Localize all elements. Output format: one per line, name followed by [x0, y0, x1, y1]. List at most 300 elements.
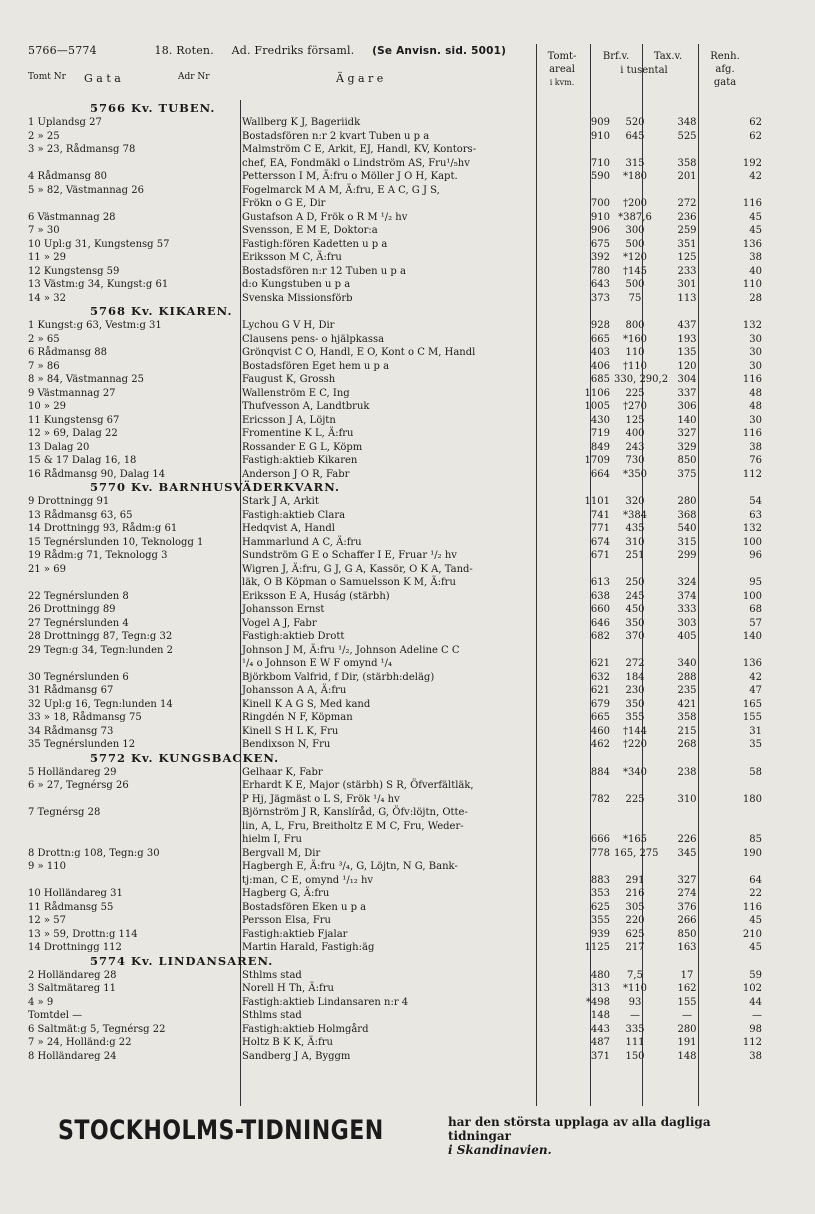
brfv-cell: 272: [625, 658, 645, 669]
brfv-cell: 435: [625, 523, 645, 534]
brfv-cell: 300: [625, 225, 645, 236]
taxv-cell: 348: [677, 117, 697, 128]
block-heading: [28, 102, 748, 116]
owner-cell: Fastigh:aktieb Drott: [242, 631, 345, 642]
taxv-cell: 201: [677, 171, 697, 182]
renh-cell: 110: [742, 279, 762, 290]
owner-cell: chef, EA, Fondmäkl o Lindström AS, Fru¹/₅hv: [242, 157, 470, 169]
table-row: [28, 941, 762, 955]
table-row: [28, 684, 762, 698]
taxv-cell: 375: [677, 468, 697, 480]
area-cell: 883: [590, 874, 610, 886]
brfv-cell: *350: [622, 468, 648, 480]
taxv-cell: 17: [680, 969, 694, 981]
brfv-cell: *160: [622, 333, 648, 345]
brfv-cell: 730: [625, 455, 645, 466]
renh-cell: 47: [749, 685, 762, 696]
owner-cell: Lychou G V H, Dir: [242, 320, 335, 331]
renh-cell: 210: [742, 928, 762, 940]
area-cell: 1106: [584, 387, 610, 399]
area-cell: 638: [590, 590, 610, 602]
table-row: [28, 563, 748, 577]
address-cell: 12 Kungstensg 59: [28, 265, 120, 277]
owner-cell: Gelhaar K, Fabr: [242, 766, 323, 778]
renh-cell: 116: [742, 198, 762, 209]
address-cell: 5 Holländareg 29: [28, 766, 117, 778]
address-cell: 13 Rådmansg 63, 65: [28, 509, 133, 521]
taxv-cell: 148: [677, 1050, 697, 1062]
area-cell: 313: [590, 983, 610, 994]
renh-cell: 155: [742, 712, 762, 723]
owner-cell: P Hj, Jägmäst o L S, Frök ¹/₄ hv: [242, 793, 400, 805]
renh-cell: 45: [749, 225, 762, 236]
taxv-cell: 329: [677, 441, 697, 453]
area-cell: 353: [590, 888, 610, 899]
block-heading: [28, 481, 748, 495]
renh-cell: 38: [749, 1050, 762, 1062]
taxv-cell: 280: [677, 1023, 697, 1035]
table-row: [28, 197, 762, 211]
block-heading: [28, 955, 748, 969]
owner-cell: Bergvall M, Dir: [242, 847, 321, 859]
owner-cell: Johansson A A, Ä:fru: [242, 685, 347, 696]
owner-cell: Martin Harald, Fastigh:äg: [242, 942, 375, 953]
brfv-cell: †270: [622, 401, 648, 412]
brfv-cell: 310: [625, 536, 645, 548]
table-row: [28, 1050, 762, 1064]
owner-cell: Clausens pens- o hjälpkassa: [242, 333, 385, 345]
table-row: [28, 738, 762, 752]
area-cell: 373: [590, 292, 610, 304]
owner-cell: Grönqvist C O, Handl, E O, Kont o C M, Handl: [242, 347, 476, 358]
taxv-cell: 437: [677, 320, 697, 331]
area-cell: 674: [590, 536, 610, 548]
taxv-cell: 540: [677, 523, 697, 534]
table-row: [28, 265, 762, 279]
renh-cell: 85: [749, 834, 762, 845]
table-row: [28, 1023, 762, 1037]
taxv-cell: 345: [677, 847, 697, 859]
address-cell: 2 » 65: [28, 333, 60, 345]
area-cell: 671: [590, 550, 610, 561]
owner-cell: Pettersson I M, Ä:fru o Möller J O H, Kapt.: [242, 171, 458, 182]
renh-cell: 28: [749, 292, 762, 304]
taxv-cell: 236: [677, 211, 697, 223]
taxv-cell: 233: [677, 265, 697, 277]
area-cell: 1125: [584, 942, 610, 953]
area-cell: 710: [590, 157, 610, 169]
reference-note: (Se Anvisn. sid. 5001): [372, 45, 507, 57]
address-cell: 13 » 59, Drottn:g 114: [28, 928, 138, 940]
address-cell: 19 Rådm:g 71, Teknologg 3: [28, 550, 168, 561]
address-cell: 10 Holländareg 31: [28, 888, 123, 899]
area-cell: 741: [590, 509, 610, 521]
brfv-cell: *387,6: [618, 211, 652, 223]
table-row: [28, 319, 762, 333]
address-cell: 7 » 86: [28, 360, 60, 372]
brfv-cell: 251: [625, 550, 645, 561]
address-cell: 1 Kungst:g 63, Vestm:g 31: [28, 320, 162, 331]
table-row: [28, 860, 748, 874]
owner-cell: Fastigh:aktieb Fjalar: [242, 928, 348, 940]
address-cell: Tomtdel —: [28, 1010, 83, 1021]
address-cell: 11 Kungstensg 67: [28, 414, 120, 426]
area-cell: 392: [590, 252, 610, 263]
renh-cell: 136: [742, 658, 762, 669]
brfv-cell: 330, 290,2: [614, 374, 669, 385]
table-row: [28, 427, 762, 441]
renh-cell: 48: [749, 401, 762, 412]
brfv-cell: 125: [625, 414, 645, 426]
area-cell: 355: [590, 915, 610, 926]
table-row: [28, 441, 762, 455]
owner-cell: Norell H Th, Ä:fru: [242, 983, 334, 994]
address-cell: 12 » 69, Dalag 22: [28, 428, 118, 439]
owner-cell: Anderson J O R, Fabr: [242, 468, 350, 480]
brfv-cell: 110: [625, 347, 645, 358]
brfv-cell: 500: [625, 238, 645, 250]
col-tusental: i tusental: [620, 65, 668, 76]
address-cell: 2 Holländareg 28: [28, 969, 117, 981]
brfv-cell: †110: [622, 360, 648, 372]
table-row: [28, 1009, 762, 1023]
renh-cell: 62: [749, 117, 762, 128]
renh-cell: 42: [749, 671, 762, 683]
owner-cell: Fromentine K L, Ä:fru: [242, 428, 354, 439]
taxv-cell: 340: [677, 658, 697, 669]
brfv-cell: †220: [622, 739, 648, 750]
table-row: [28, 887, 762, 901]
renh-cell: 38: [749, 441, 762, 453]
table-row: [28, 238, 762, 252]
area-cell: 487: [590, 1037, 610, 1048]
taxv-cell: 303: [677, 617, 697, 629]
taxv-cell: 333: [677, 604, 697, 615]
taxv-cell: 272: [677, 198, 697, 209]
table-row: [28, 982, 762, 996]
owner-cell: ¹/₄ o Johnson E W F omynd ¹/₄: [242, 658, 393, 669]
owner-cell: Rossander E G L, Köpm: [242, 441, 363, 453]
page-range: 5766—5774: [28, 44, 97, 57]
renh-cell: 40: [749, 265, 762, 277]
taxv-cell: 274: [677, 888, 697, 899]
table-row: [28, 387, 762, 401]
brfv-cell: 93: [628, 996, 642, 1008]
table-row: [28, 847, 762, 861]
area-cell: 406: [590, 360, 610, 372]
block-title: 5766 Kv. TUBEN.: [90, 101, 216, 115]
brfv-cell: †144: [622, 725, 648, 737]
renh-cell: 44: [749, 996, 762, 1008]
table-row: [28, 576, 762, 590]
renh-cell: 180: [742, 793, 762, 805]
owner-cell: Bostadsfören Eget hem u p a: [242, 360, 390, 372]
renh-cell: 58: [749, 766, 762, 778]
area-cell: 675: [590, 238, 610, 250]
taxv-cell: 215: [677, 725, 697, 737]
ad-brand: STOCKHOLMS-TIDNINGEN: [58, 1115, 384, 1146]
brfv-cell: *340: [622, 766, 648, 778]
area-cell: 906: [590, 225, 610, 236]
brfv-cell: *165: [622, 834, 648, 845]
renh-cell: 132: [742, 523, 762, 534]
address-cell: 15 & 17 Dalag 16, 18: [28, 455, 137, 466]
address-cell: 16 Rådmansg 90, Dalag 14: [28, 468, 166, 480]
brfv-cell: 355: [625, 712, 645, 723]
taxv-cell: 163: [677, 942, 697, 953]
taxv-cell: 351: [677, 238, 697, 250]
taxv-cell: 280: [677, 496, 697, 507]
address-cell: 9 Västmannag 27: [28, 387, 116, 399]
table-row: [28, 617, 762, 631]
table-row: [28, 509, 762, 523]
table-row: [28, 400, 762, 414]
taxv-cell: 301: [677, 279, 697, 290]
area-cell: 884: [590, 766, 610, 778]
area-cell: 849: [590, 441, 610, 453]
renh-cell: 45: [749, 915, 762, 926]
brfv-cell: 350: [625, 698, 645, 710]
address-cell: 35 Tegnérslunden 12: [28, 739, 136, 750]
owner-cell: Hagbergh E, Ä:fru ³/₄, G, Löjtn, N G, Bank-: [242, 861, 458, 872]
owner-cell: Bendixson N, Fru: [242, 739, 331, 750]
table-row: [28, 644, 748, 658]
area-cell: 664: [590, 468, 610, 480]
renh-cell: 31: [749, 725, 762, 737]
address-cell: 6 Västmannag 28: [28, 211, 116, 223]
address-cell: 7 » 30: [28, 225, 60, 236]
parish: Ad. Fredriks församl.: [231, 44, 355, 57]
table-row: [28, 184, 748, 198]
area-cell: 665: [590, 712, 610, 723]
owner-cell: Persson Elsa, Fru: [242, 915, 331, 926]
owner-cell: Fastigh:aktieb Lindansaren n:r 4: [242, 996, 409, 1008]
owner-cell: Johansson Ernst: [242, 604, 325, 615]
renh-cell: 45: [749, 942, 762, 953]
table-row: [28, 657, 762, 671]
area-cell: 771: [590, 523, 610, 534]
table-row: [28, 454, 762, 468]
taxv-cell: 162: [677, 983, 697, 994]
table-row: [28, 251, 762, 265]
brfv-cell: 75: [628, 292, 642, 304]
owner-cell: Hagberg G, Ä:fru: [242, 888, 330, 899]
taxv-cell: 421: [677, 698, 697, 710]
address-cell: 9 » 110: [28, 861, 66, 872]
table-row: [28, 468, 762, 482]
address-cell: 14 Drottningg 93, Rådm:g 61: [28, 523, 178, 534]
area-cell: 719: [590, 428, 610, 439]
area-cell: 371: [590, 1050, 610, 1062]
address-cell: 31 Rådmansg 67: [28, 685, 114, 696]
brfv-cell: †145: [622, 265, 648, 277]
block-title: 5770 Kv. BARNHUSVÄDERKVARN.: [90, 480, 340, 494]
col-renh: Renh. afg. gata: [710, 51, 740, 88]
address-cell: 13 Västm:g 34, Kungst:g 61: [28, 279, 169, 290]
brfv-cell: *180: [622, 171, 648, 182]
brfv-cell: 216: [625, 888, 645, 899]
owner-cell: Wallenström E C, Ing: [242, 387, 350, 399]
table-row: [28, 996, 762, 1010]
owner-cell: Fastigh:aktieb Kikaren: [242, 455, 358, 466]
table-row: [28, 928, 762, 942]
renh-cell: 54: [749, 496, 762, 507]
owner-cell: lin, A, L, Fru, Breitholtz E M C, Fru, Weder-: [242, 820, 464, 832]
owner-cell: Fogelmarck M A M, Ä:fru, E A C, G J S,: [242, 184, 440, 196]
taxv-cell: 120: [677, 360, 697, 372]
address-cell: 10 Upl:g 31, Kungstensg 57: [28, 238, 170, 250]
renh-cell: 102: [742, 983, 762, 994]
block-title: 5774 Kv. LINDANSAREN.: [90, 953, 274, 968]
owner-cell: Eriksson E A, Huság (stärbh): [242, 590, 390, 602]
owner-cell: Sandberg J A, Byggm: [242, 1050, 351, 1062]
area-cell: 480: [590, 969, 610, 981]
area-cell: 666: [590, 834, 610, 845]
area-cell: 643: [590, 279, 610, 290]
page-header: [28, 44, 506, 57]
col-tomt-nr: Tomt Nr: [28, 72, 66, 82]
address-cell: 9 Drottningg 91: [28, 496, 110, 507]
owner-cell: Thufvesson A, Landtbruk: [242, 401, 370, 412]
taxv-cell: 327: [677, 874, 697, 886]
col-tomtareal: Tomt- areal i kvm.: [547, 51, 577, 87]
table-row: [28, 793, 762, 807]
owner-cell: hielm I, Fru: [242, 834, 302, 845]
address-cell: 22 Tegnérslunden 8: [28, 590, 129, 602]
address-cell: 28 Drottningg 87, Tegn:g 32: [28, 631, 173, 642]
renh-cell: 30: [749, 347, 762, 358]
address-cell: 32 Upl:g 16, Tegn:lunden 14: [28, 698, 173, 710]
address-cell: 5 » 82, Västmannag 26: [28, 184, 144, 196]
address-cell: 30 Tegnérslunden 6: [28, 671, 129, 683]
table-row: [28, 346, 762, 360]
area-cell: 632: [590, 671, 610, 683]
address-cell: 2 » 25: [28, 130, 60, 142]
address-cell: 14 » 32: [28, 292, 66, 304]
renh-cell: 30: [749, 414, 762, 426]
renh-cell: 100: [742, 590, 762, 602]
renh-cell: 190: [742, 847, 762, 859]
area-cell: 939: [590, 928, 610, 940]
owner-cell: Fastigh:fören Kadetten u p a: [242, 238, 388, 250]
taxv-cell: 191: [677, 1037, 697, 1048]
owner-cell: Eriksson M C, Ä:fru: [242, 252, 342, 263]
taxv-cell: 238: [677, 766, 697, 778]
table-row: [28, 224, 762, 238]
table-row: [28, 603, 762, 617]
brfv-cell: 230: [625, 685, 645, 696]
brfv-cell: —: [630, 1010, 640, 1021]
brfv-cell: 500: [625, 279, 645, 290]
address-cell: 26 Drottningg 89: [28, 604, 116, 615]
brfv-cell: 225: [625, 793, 645, 805]
brfv-cell: 165, 275: [614, 847, 659, 859]
area-cell: 625: [590, 901, 610, 913]
brfv-cell: 217: [625, 942, 645, 953]
brfv-cell: 243: [625, 441, 645, 453]
area-cell: 430: [590, 414, 610, 426]
area-cell: 148: [590, 1010, 610, 1021]
table-row: [28, 1036, 762, 1050]
address-cell: 11 Rådmansg 55: [28, 901, 114, 913]
owner-cell: Bostadsfören n:r 12 Tuben u p a: [242, 265, 406, 277]
owner-cell: Gustafson A D, Frök o R M ¹/₂ hv: [242, 211, 408, 223]
brfv-cell: 184: [625, 671, 645, 683]
area-cell: 910: [590, 211, 610, 223]
area-cell: 782: [590, 793, 610, 805]
taxv-cell: 376: [677, 901, 697, 913]
area-cell: 646: [590, 617, 610, 629]
owner-cell: Erhardt K E, Major (stärbh) S R, Öfverfältläk,: [242, 780, 474, 791]
area-cell: 621: [590, 658, 610, 669]
taxv-cell: 113: [677, 292, 697, 304]
area-cell: 700: [590, 198, 610, 209]
block-heading: [28, 752, 748, 766]
address-cell: 7 » 24, Holländ:g 22: [28, 1037, 132, 1048]
taxv-cell: 850: [677, 928, 697, 940]
taxv-cell: 374: [677, 590, 697, 602]
table-row: [28, 820, 748, 834]
owner-cell: Hammarlund A C, Ä:fru: [242, 536, 362, 548]
col-adr-nr: Adr Nr: [178, 72, 210, 82]
renh-cell: —: [752, 1010, 762, 1021]
owner-cell: Stark J A, Arkit: [242, 496, 319, 507]
area-cell: 780: [590, 265, 610, 277]
table-row: [28, 116, 762, 130]
block-heading: [28, 305, 748, 319]
table-row: [28, 549, 762, 563]
taxv-cell: 315: [677, 536, 697, 548]
address-cell: 13 Dalag 20: [28, 441, 90, 453]
col-taxv: Tax.v.: [653, 51, 683, 62]
taxv-cell: —: [682, 1010, 692, 1021]
renh-cell: 42: [749, 171, 762, 182]
renh-cell: 62: [749, 130, 762, 142]
taxv-cell: 288: [677, 671, 697, 683]
address-cell: 27 Tegnérslunden 4: [28, 617, 129, 629]
brfv-cell: 150: [625, 1050, 645, 1062]
address-cell: 4 » 9: [28, 996, 54, 1008]
table-row: [28, 969, 762, 983]
address-cell: 29 Tegn:g 34, Tegn:lunden 2: [28, 644, 173, 656]
owner-cell: Kinell S H L K, Fru: [242, 725, 339, 737]
brfv-cell: 625: [625, 928, 645, 940]
brfv-cell: 320: [625, 496, 645, 507]
area-cell: 910: [590, 130, 610, 142]
table-row: [28, 157, 762, 171]
address-cell: 21 » 69: [28, 563, 66, 575]
taxv-cell: 155: [677, 996, 697, 1008]
renh-cell: 116: [742, 901, 762, 913]
renh-cell: 96: [749, 550, 762, 561]
renh-cell: 112: [742, 1037, 762, 1048]
table-row: [28, 414, 762, 428]
taxv-cell: 358: [677, 712, 697, 723]
brfv-cell: 250: [625, 577, 645, 588]
owner-cell: d:o Kungstuben u p a: [242, 279, 351, 290]
renh-cell: 132: [742, 320, 762, 331]
owner-cell: Svensson, E M E, Doktor:a: [242, 225, 378, 236]
brfv-cell: 370: [625, 631, 645, 642]
address-cell: 8 Drottn:g 108, Tegn:g 30: [28, 847, 160, 859]
owner-cell: läk, O B Köpman o Samuelsson K M, Ä:fru: [242, 577, 456, 588]
brfv-cell: 7,5: [627, 969, 643, 981]
taxv-cell: 140: [677, 414, 697, 426]
taxv-cell: 193: [677, 333, 697, 345]
taxv-cell: 226: [677, 834, 697, 845]
owner-cell: Ericsson J A, Löjtn: [242, 414, 336, 426]
address-cell: 15 Tegnérslunden 10, Teknologg 1: [28, 536, 204, 548]
